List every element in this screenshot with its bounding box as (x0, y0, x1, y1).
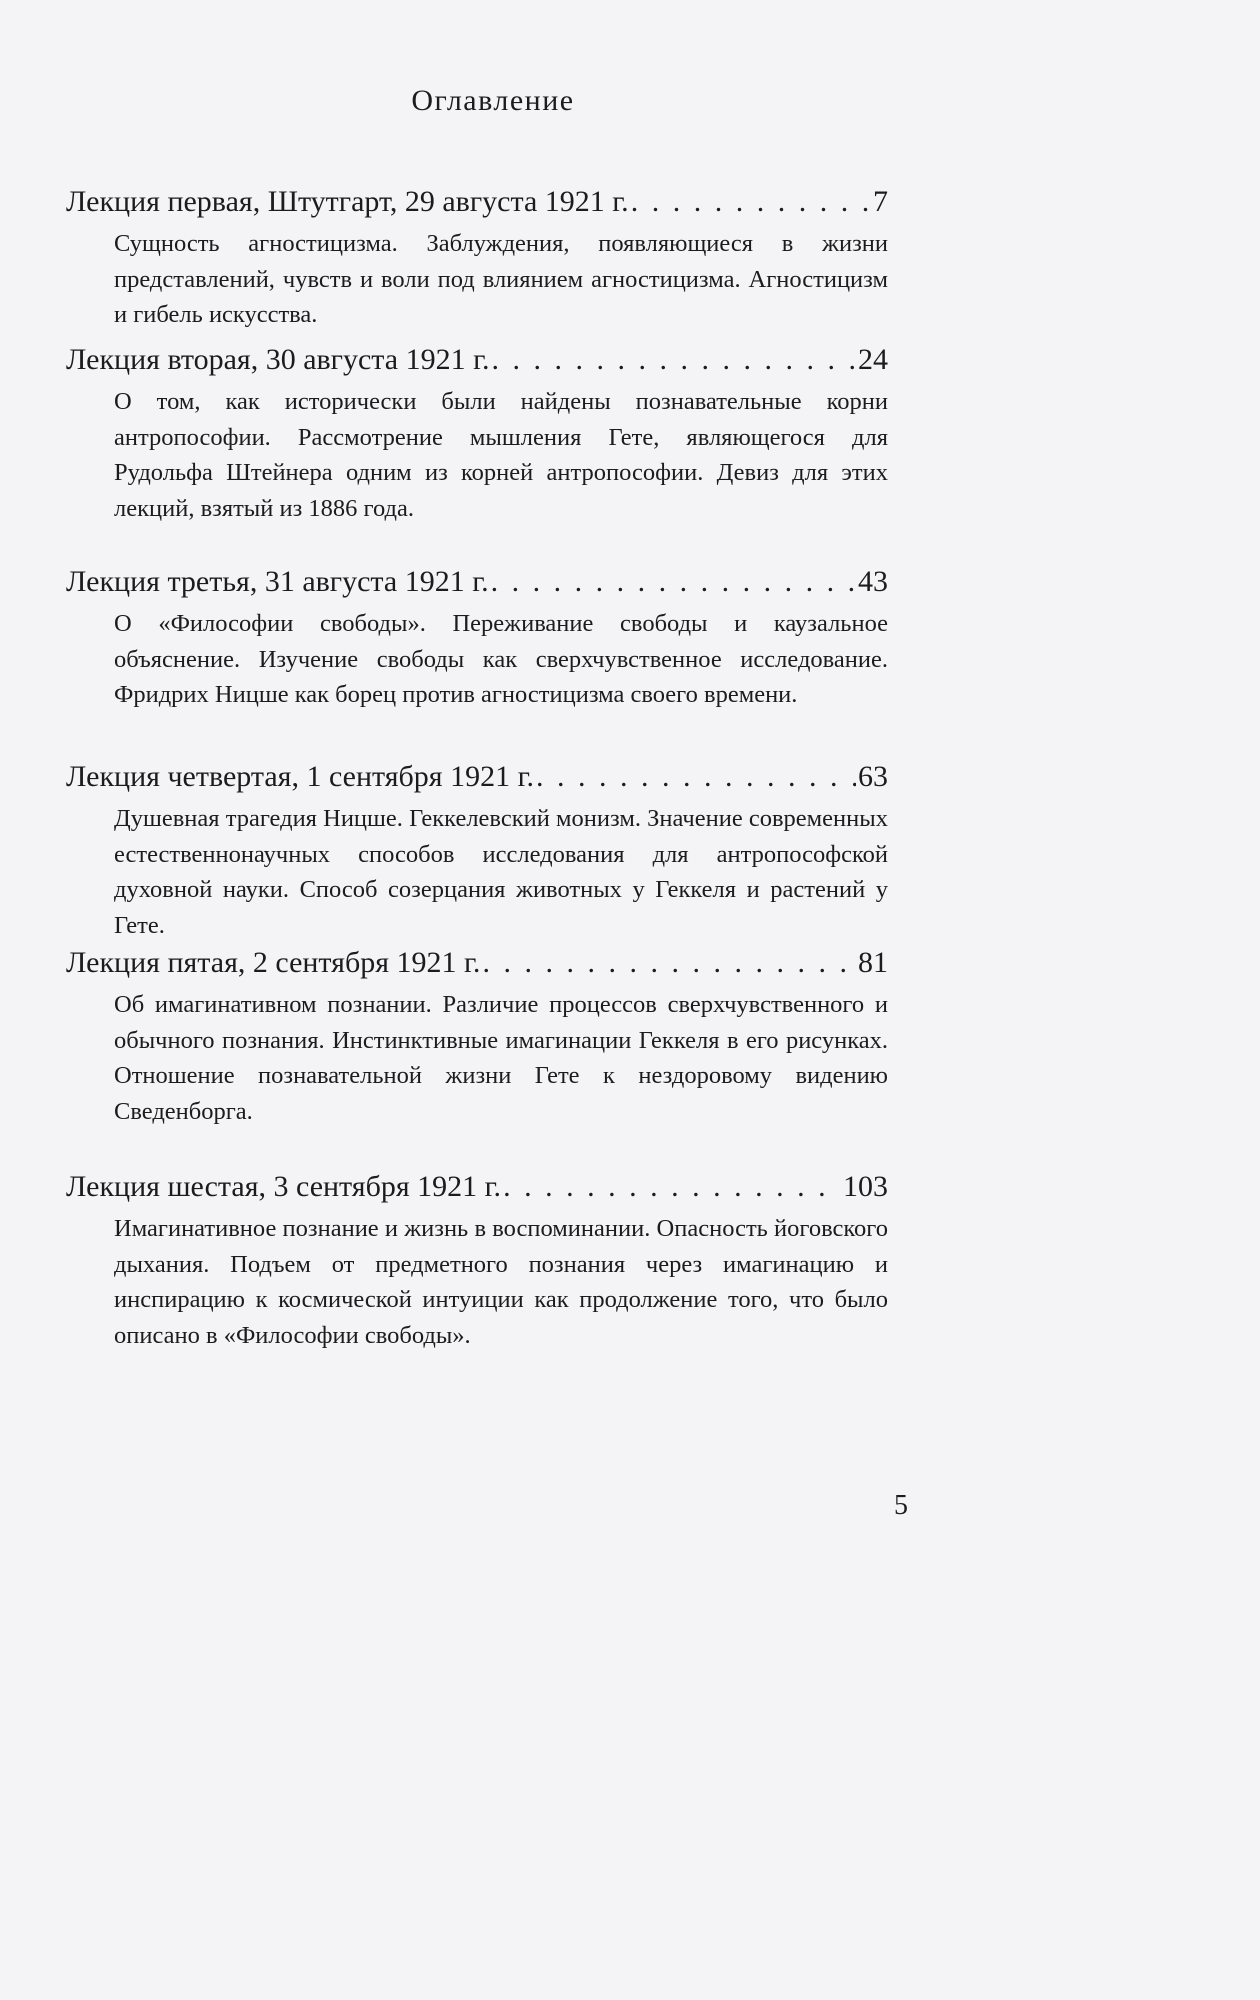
page-number: 5 (894, 1490, 908, 1521)
lecture-title: Лекция вторая, 30 августа 1921 г. (66, 343, 490, 376)
toc-heading (66, 943, 888, 983)
lecture-summary: Сущность агностицизма. Заблуждения, появляющиеся в жизни представлений, чувств и воли под влиянием агностицизма. Агностицизм и гибель искусства. (114, 230, 888, 328)
page-ref: 63 (858, 760, 888, 793)
lecture-summary: О том, как исторически были найдены познавательные корни антропософии. Рассмотрение мышления Гете, являющегося для Рудольфа Штейнера одним из корней антропософии. Девиз для этих лекций, взятый из 1886 года. (114, 388, 888, 522)
lecture-title: Лекция четвертая, 1 сентября 1921 г. (66, 760, 535, 793)
toc-entry (66, 562, 888, 713)
lecture-summary: Душевная трагедия Ницше. Геккелевский монизм. Значение современных естественнонаучных способов исследования для антропософской духовной науки. Способ созерцания животных у Геккеля и растений у Гете. (114, 805, 888, 939)
dot-leader (482, 943, 856, 983)
toc-entry (66, 182, 888, 333)
lecture-summary: Имагинативное познание и жизнь в воспоминании. Опасность йоговского дыхания. Подъем от предметного познания через имагинацию и инспирацию к космической интуиции как продолжение того, что было описано в «Философии свободы». (114, 1215, 888, 1349)
page-ref: 81 (858, 946, 888, 979)
toc-entry (66, 1167, 888, 1353)
toc-heading (66, 182, 888, 222)
page-ref: 7 (873, 185, 888, 218)
toc-heading (66, 562, 888, 602)
page-ref: 43 (858, 565, 888, 598)
dot-leader (492, 340, 856, 380)
page-ref: 103 (843, 1170, 888, 1203)
dot-leader (536, 757, 856, 797)
lecture-summary: Об имагинативном познании. Различие процессов сверхчувственного и обычного познания. Инстинктивные имагинации Геккеля в его рисунках. Отношение познавательной жизни Гете к нездоровому видению Сведенборга. (114, 991, 888, 1125)
lecture-title: Лекция пятая, 2 сентября 1921 г. (66, 946, 481, 979)
lecture-title: Лекция третья, 31 августа 1921 г. (66, 565, 489, 598)
dot-leader (503, 1167, 841, 1207)
page-title: Оглавление (411, 84, 575, 117)
toc-entry (66, 943, 888, 1129)
lecture-summary: О «Философии свободы». Переживание свободы и каузальное объяснение. Изучение свободы как сверхчувственное исследование. Фридрих Ницше как борец против агностицизма своего времени. (114, 610, 888, 708)
toc-heading (66, 1167, 888, 1207)
page-ref: 24 (858, 343, 888, 376)
toc-entry (66, 757, 888, 943)
dot-leader (491, 562, 856, 602)
toc-entry (66, 340, 888, 526)
toc-heading (66, 757, 888, 797)
dot-leader (631, 182, 871, 222)
lecture-title: Лекция первая, Штутгарт, 29 августа 1921 г. (66, 185, 629, 218)
toc-heading (66, 340, 888, 380)
lecture-title: Лекция шестая, 3 сентября 1921 г. (66, 1170, 502, 1203)
